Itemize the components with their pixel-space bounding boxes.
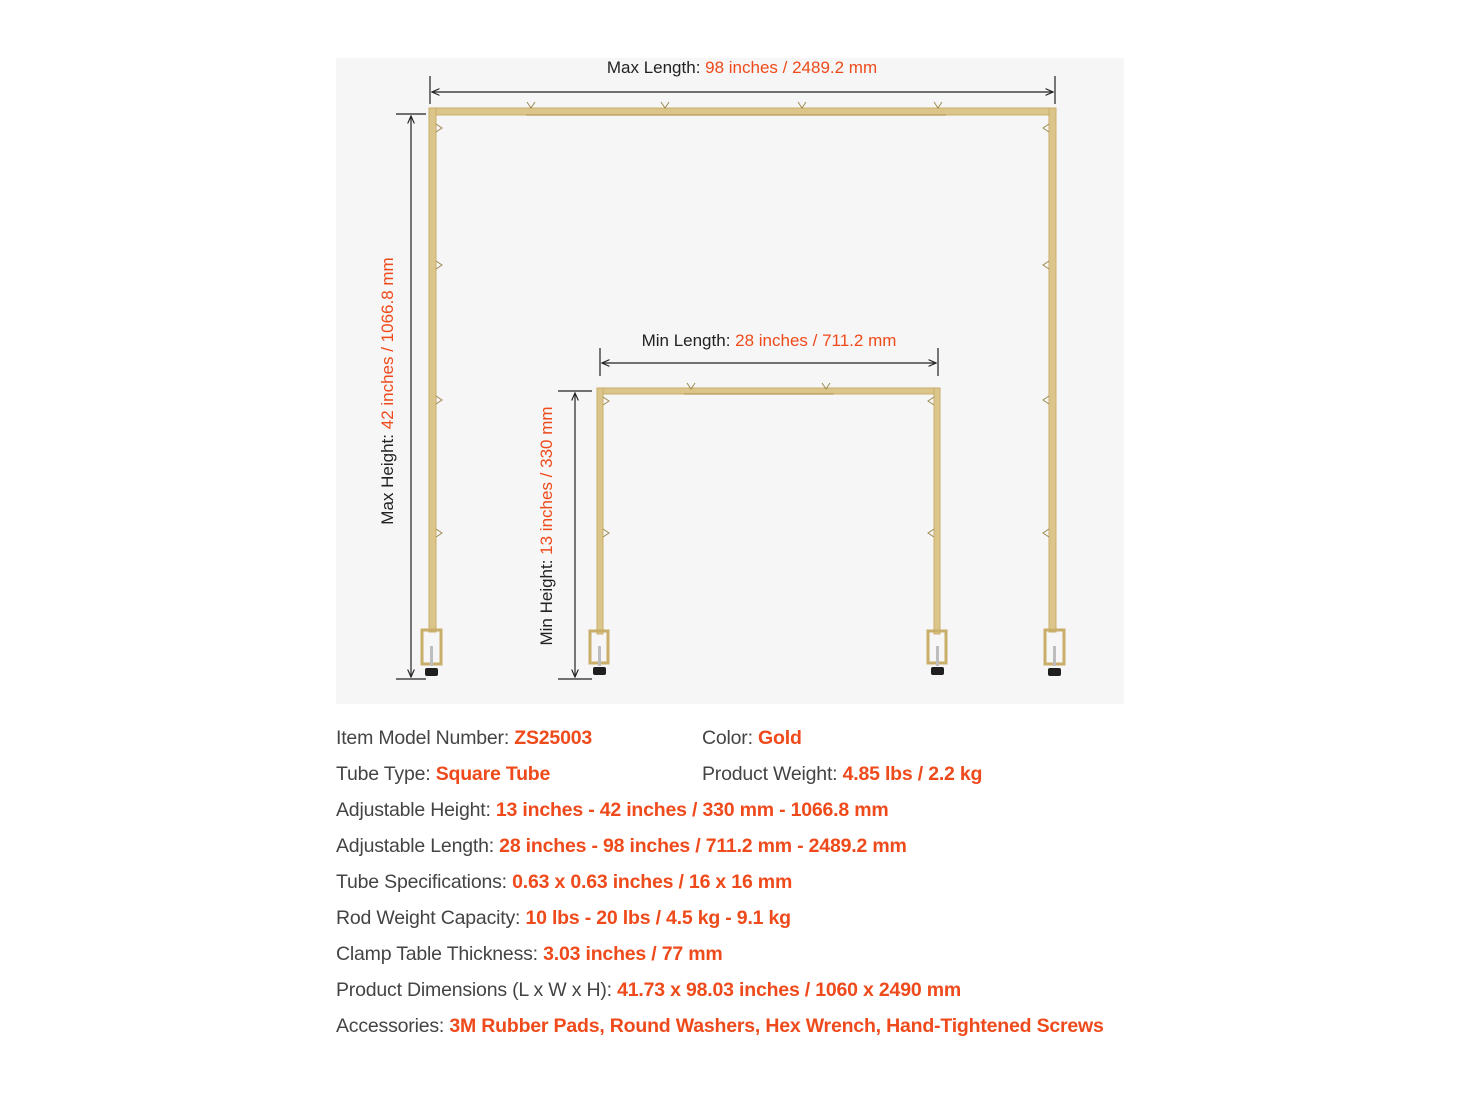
- spec-product-dimensions-value: 41.73 x 98.03 inches / 1060 x 2490 mm: [617, 979, 961, 1001]
- spec-rod-capacity-label: Rod Weight Capacity:: [336, 907, 526, 929]
- min-height-dimension: [537, 391, 592, 679]
- spec-model: [336, 727, 592, 750]
- min-height-value: 13 inches / 330 mm: [537, 406, 556, 555]
- spec-weight-value: 4.85 lbs / 2.2 kg: [842, 763, 983, 785]
- spec-tube-specifications-value: 0.63 x 0.63 inches / 16 x 16 mm: [512, 871, 793, 893]
- spec-rod-capacity: [336, 907, 791, 930]
- min-frame-clamp-left: [590, 631, 608, 675]
- max-length-label: Max Length:: [606, 58, 706, 77]
- min-frame: [597, 388, 940, 634]
- spec-tube-specifications: [336, 871, 792, 894]
- min-length-value: 28 inches / 711.2 mm: [735, 331, 897, 350]
- svg-text:Max Height: 42 inches / 1066.8: [378, 257, 397, 524]
- spec-tube-type-value: Square Tube: [435, 763, 551, 785]
- spec-adjustable-height: [336, 799, 889, 822]
- spec-weight: [702, 763, 982, 786]
- spec-accessories-label: Accessories:: [336, 1015, 450, 1037]
- spec-clamp-thickness: [336, 943, 723, 966]
- min-length-dimension: [600, 331, 938, 376]
- spec-color-label: Color:: [702, 727, 759, 749]
- spec-tube-type: [336, 763, 550, 786]
- max-height-value: 42 inches / 1066.8 mm: [378, 257, 397, 430]
- spec-tube-specifications-label: Tube Specifications:: [336, 871, 513, 893]
- min-height-label: Min Height:: [537, 554, 556, 646]
- spec-clamp-thickness-label: Clamp Table Thickness:: [336, 943, 544, 965]
- spec-adjustable-length-value: 28 inches - 98 inches / 711.2 mm - 2489.2 mm: [499, 835, 907, 857]
- max-frame-hooks: [436, 102, 1049, 537]
- spec-adjustable-height-label: Adjustable Height:: [336, 799, 496, 821]
- spec-model-value: ZS25003: [514, 727, 593, 749]
- min-frame-hooks: [603, 383, 934, 537]
- spec-product-dimensions-label: Product Dimensions (L x W x H):: [336, 979, 618, 1001]
- min-length-label: Min Length:: [641, 331, 736, 350]
- max-frame-clamp-left: [422, 630, 441, 676]
- spec-product-dimensions: [336, 979, 961, 1002]
- spec-color: [702, 727, 802, 750]
- max-height-dimension: [378, 114, 426, 679]
- spec-color-value: Gold: [758, 727, 802, 749]
- spec-adjustable-height-value: 13 inches - 42 inches / 330 mm - 1066.8 mm: [495, 799, 889, 821]
- product-diagram-panel: [336, 58, 1124, 704]
- spec-accessories-value: 3M Rubber Pads, Round Washers, Hex Wrench, Hand-Tightened Screws: [449, 1015, 1104, 1037]
- max-frame-clamp-right: [1045, 630, 1064, 676]
- svg-text:Min Height: 13 inches / 330 mm: [537, 406, 556, 645]
- spec-rod-capacity-value: 10 lbs - 20 lbs / 4.5 kg - 9.1 kg: [525, 907, 791, 929]
- spec-weight-label: Product Weight:: [702, 763, 843, 785]
- svg-text:Min Length: 28 inches / 711.2: [642, 331, 897, 350]
- max-height-label: Max Height:: [378, 429, 397, 525]
- max-frame: [429, 108, 1056, 632]
- max-length-dimension: [430, 58, 1055, 104]
- spec-adjustable-length-label: Adjustable Length:: [336, 835, 500, 857]
- spec-model-label: Item Model Number:: [336, 727, 515, 749]
- spec-adjustable-length: [336, 835, 907, 858]
- spec-tube-type-label: Tube Type:: [336, 763, 436, 785]
- spec-accessories: [336, 1015, 1104, 1038]
- min-frame-clamp-right: [928, 631, 946, 675]
- spec-clamp-thickness-value: 3.03 inches / 77 mm: [543, 943, 723, 965]
- frame-diagram: [336, 58, 1124, 704]
- svg-text:Max Length: 98 inches / 2489.2: [607, 58, 877, 77]
- max-length-value: 98 inches / 2489.2 mm: [705, 58, 878, 77]
